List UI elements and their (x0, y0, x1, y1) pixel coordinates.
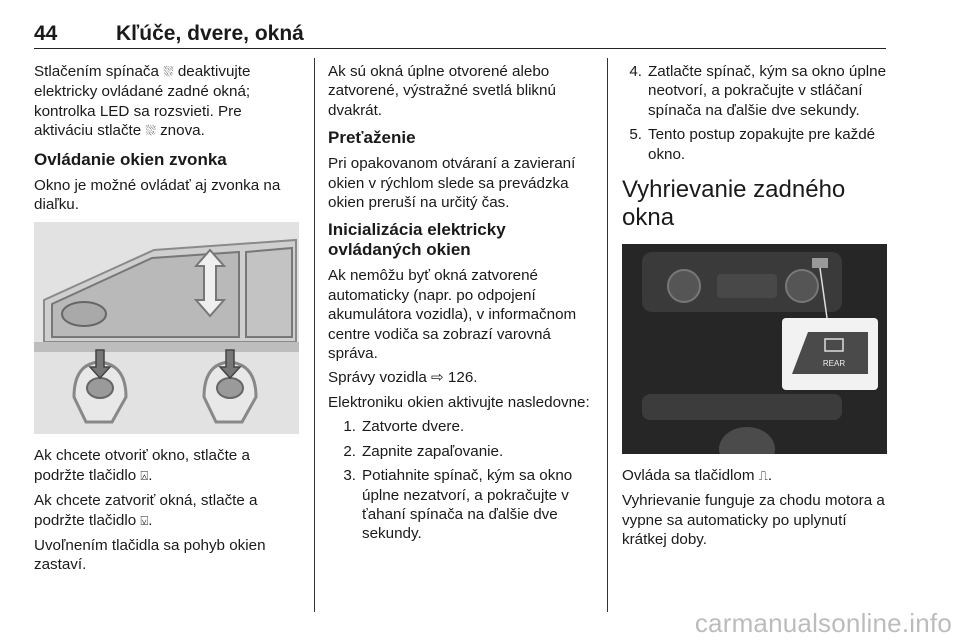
section-heading: Inicializácia elektricky ovládaných okien (328, 220, 506, 260)
list-item: 3. Potiahnite spínač, kým sa okno úplne nezatvorí, a pokračujte v ťahaní spínača na ďalšie dve sekundy. (343, 467, 573, 543)
steps-list (328, 417, 594, 543)
paragraph: Ak sú okná úplne otvorené alebo zatvorené, výstražné svetlá bliknú dvakrát. (328, 63, 556, 119)
page-header (34, 18, 886, 49)
paragraph: Ak chcete zatvoriť okná, stlačte a podržte tlačidlo ⍌. (34, 492, 258, 529)
paragraph: Elektroniku okien aktivujte nasledovne: (328, 393, 590, 411)
list-item: 1. Zatvorte dvere. (343, 418, 465, 436)
list-item: 2. Zapnite zapaľovanie. (343, 442, 504, 460)
key-remote-window-illustration (34, 222, 299, 434)
rear-heater-icon: ⎍ (758, 469, 768, 485)
watermark: carmanualsonline.info (694, 608, 952, 638)
list-item: 5. Tento postup zopakujte pre každé okno. (629, 126, 876, 163)
paragraph: Okno je možné ovládať aj zvonka na diaľku. (34, 176, 281, 214)
lock-switch-icon: ⛆ (145, 124, 156, 140)
section-heading: Ovládanie okien zvonka (34, 149, 227, 169)
steps-list (622, 62, 888, 164)
column-middle (328, 62, 594, 549)
paragraph: Vyhrievanie funguje za chodu motora a vypne sa automaticky po uplynutí krátkej doby. (622, 492, 885, 549)
section-heading: Preťaženie (328, 128, 416, 148)
column-left (34, 62, 302, 580)
rear-button-label: REAR (822, 359, 846, 369)
key-close-icon: ⍌ (140, 513, 149, 529)
page-number: 44 (34, 22, 58, 45)
section-heading: Vyhrievanie zadného okna (622, 176, 846, 232)
page-title: Kľúče, dvere, okná (116, 22, 304, 45)
column-divider (314, 58, 315, 612)
paragraph: Uvoľnením tlačidla sa pohyb okien zastaví. (34, 537, 266, 574)
paragraph: Ak chcete otvoriť okno, stlačte a podržte tlačidlo ⍓. (34, 447, 250, 484)
column-right (622, 62, 888, 555)
paragraph: Pri opakovanom otváraní a zavieraní okien v rýchlom slede sa prevádzka okien preruší na určitý čas. (328, 155, 576, 212)
lock-switch-icon: ⛆ (163, 65, 174, 80)
paragraph: Stlačením spínača ⛆ deaktivujte elektricky ovládané zadné okná; kontrolka LED sa rozsvieti. Pre aktiváciu stlačte ⛆ znova. (34, 63, 251, 140)
paragraph: Ovláda sa tlačidlom ⎍. (622, 467, 773, 485)
paragraph: Ak nemôžu byť okná zatvorené automaticky (napr. po odpojení akumulátora vozidla), v informačnom centre vodiča sa zobrazí varovná správa. (328, 267, 577, 363)
rear-window-heater-photo (622, 244, 887, 454)
column-divider (607, 58, 608, 612)
list-item: 4. Zatlačte spínač, kým sa okno úplne neotvorí, a pokračujte v stláčaní spínača na ďalšie dve sekundy. (629, 63, 887, 119)
cross-reference: Správy vozidla ⇨ 126. (328, 369, 478, 387)
key-open-icon: ⍓ (140, 468, 149, 484)
